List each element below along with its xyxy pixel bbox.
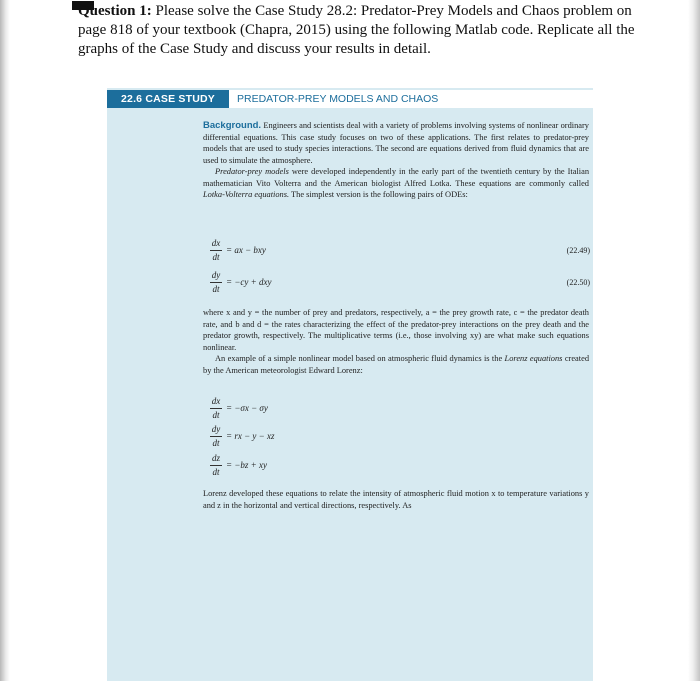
eq4-numerator: dy (211, 424, 221, 434)
background-section (203, 120, 589, 201)
equation-22-49 (210, 238, 590, 266)
closing-section (203, 488, 589, 511)
page-right-shadow (688, 0, 700, 681)
lorenz-term: Lorenz equations (504, 354, 563, 363)
eq5-rhs: = −bz + xy (226, 460, 267, 470)
eq1-numerator: dx (211, 238, 221, 248)
case-study-title: PREDATOR-PREY MODELS AND CHAOS (229, 90, 593, 108)
question-text: Please solve the Case Study 28.2: Predator-Prey Models and Chaos problem on page 818 of your textbook (Chapra, 2015) using the following Matlab code. Replicate all the graphs of the Case Study and discuss your results in detail. (78, 3, 635, 57)
paragraph-2: were developed independently in the early part of the twentieth century by the Italian mathematician Vito Volterra and the American biologist Alfred Lotka. These equations are commonly called (203, 167, 590, 188)
lorenz-equation-x (210, 396, 590, 424)
paragraph-4: An example of a simple nonlinear model based on atmospheric fluid dynamics is the (215, 354, 503, 363)
eq2-denominator: dt (212, 284, 220, 294)
paragraph-3: where x and y = the number of prey and predators, respectively, a = the prey growth rate, c = the predator death rate, and b and d = the rates characterizing the effect of the predator-prey interactions on the prey death and the predator growth, respectively. The multiplicative terms (i.e., those involving xy) are what make such equations nonlinear. (203, 308, 589, 352)
eq2-numerator: dy (211, 270, 221, 280)
equation-22-50 (210, 270, 590, 298)
definitions-section (203, 307, 589, 376)
background-heading: Background. (203, 120, 262, 131)
lotka-volterra-term: Lotka-Volterra equations. (203, 190, 290, 199)
eq4-denominator: dt (212, 438, 220, 448)
eq2-rhs: = −cy + dxy (226, 277, 272, 287)
eq3-denominator: dt (212, 410, 220, 420)
page-left-shadow (0, 0, 10, 681)
eq1-denominator: dt (212, 252, 220, 262)
paragraph-1: Engineers and scientists deal with a variety of problems involving systems of nonlinear ordinary differential equations. This case study focuses on two of these applications. The first relates to predator-prey models that are used to study species interactions. The second are equations derived from fluid dynamics that are used to simulate the atmosphere. (203, 121, 589, 165)
eq3-numerator: dx (211, 396, 221, 406)
question-label: Question 1: (78, 3, 152, 19)
paragraph-4-end: created by the American meteorologist Edward Lorenz: (203, 354, 590, 375)
case-study-label: 22.6 CASE STUDY (107, 90, 229, 108)
question-block (78, 2, 638, 59)
eq1-rhs: = ax − bxy (226, 245, 266, 255)
eq5-numerator: dz (211, 453, 220, 463)
eq5-denominator: dt (212, 467, 220, 477)
paragraph-2-end: The simplest version is the following pairs of ODEs: (291, 190, 468, 199)
eq1-number: (22.49) (566, 246, 590, 255)
eq4-rhs: = rx − y − xz (226, 431, 275, 441)
lorenz-equation-z (210, 453, 590, 481)
eq3-rhs: = −σx − σy (226, 403, 268, 413)
predator-prey-term: Predator-prey models (215, 167, 289, 176)
paragraph-5: Lorenz developed these equations to relate the intensity of atmospheric fluid motion x to temperature variations y and z in the horizontal and vertical directions, respectively. As (203, 489, 589, 510)
eq2-number: (22.50) (566, 278, 590, 287)
lorenz-equation-y (210, 424, 590, 452)
